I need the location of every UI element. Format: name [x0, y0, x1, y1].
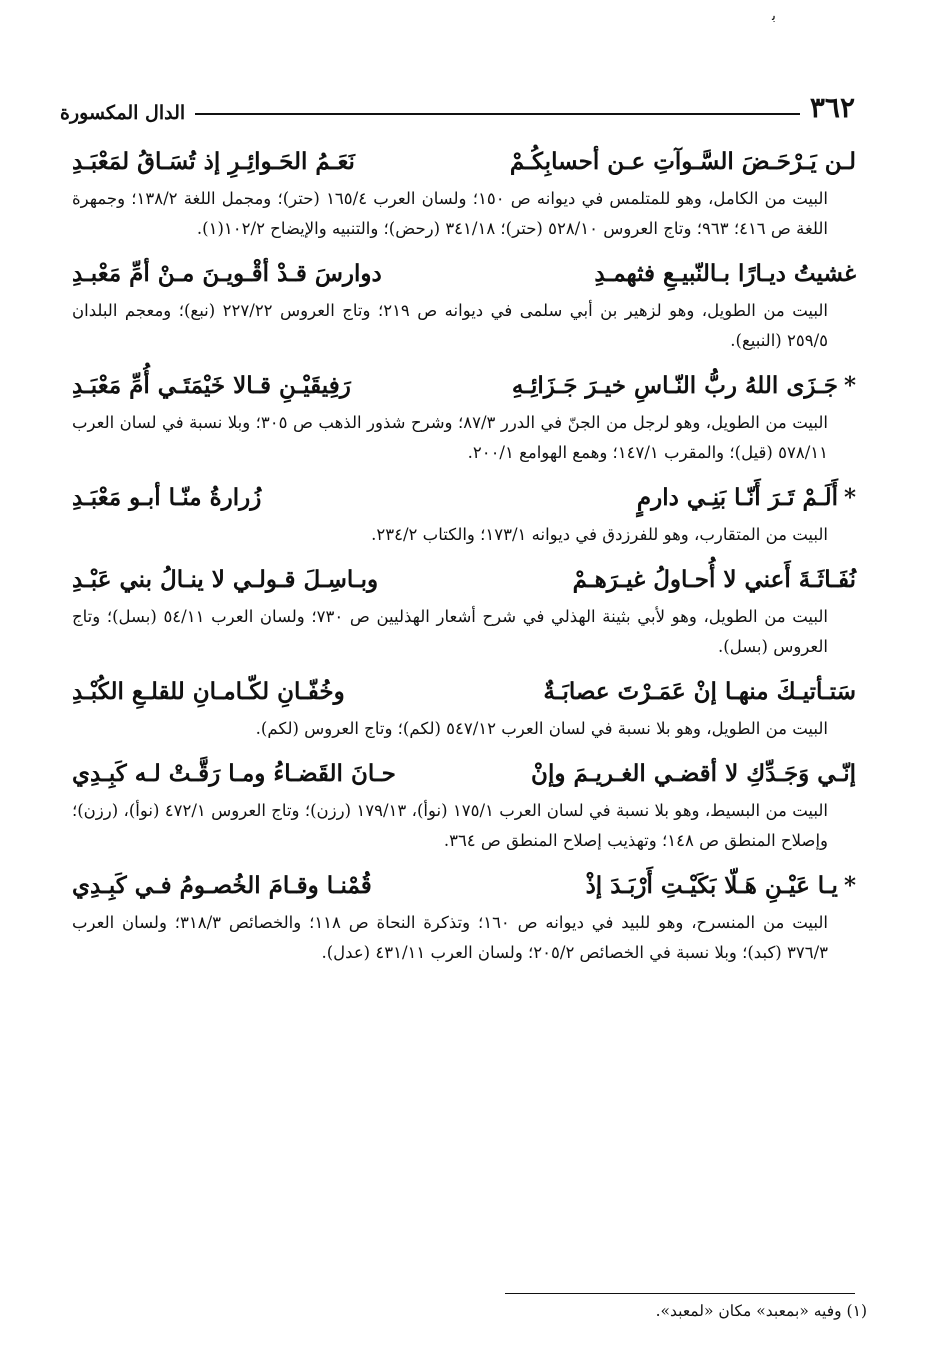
verse-commentary: البيت من الطويل، وهو لرجل من الجنّ في الدرر ٨٧/٣؛ وشرح شذور الذهب ص ٣٠٥؛ وبلا نسبة في لسان العرب ٥٧٨/١١ (قيل)؛ والمقرب ١٤٧/١؛ وهمع الهوامع ٢٠٠/١. [72, 413, 828, 462]
verse-entry-1 [72, 140, 856, 244]
verse-entry-2 [72, 252, 856, 356]
verse-line [72, 864, 856, 908]
verse-line [72, 670, 856, 714]
star-marker: * [843, 872, 856, 899]
verse-line [72, 140, 856, 184]
page-number: ٣٦٢ [809, 91, 855, 124]
first-hemistich: سَتـأتيـكَ منهـا إنْ عَمَـرْتَ عصابَـةٌ [543, 678, 856, 705]
verse-commentary: البيت من البسيط، وهو بلا نسبة في لسان العرب ١٧٥/١ (نوأ)، ١٧٩/١٣ (رزن)؛ وتاج العروس ٤٧٢/١ (نوأ)، (رزن)؛ وإصلاح المنطق ص ١٤٨؛ وتهذيب إصلاح المنطق ص ٣٦٤. [72, 801, 828, 850]
page-header [60, 84, 855, 124]
section-title: الدال المكسورة [60, 102, 186, 124]
verse-entry-5 [72, 558, 856, 662]
footnote: (١) وفيه «بمعبد» مكان «لمعبد». [655, 1302, 867, 1320]
first-hemistich: إنّـي وَجَـدِّكِ لا أقضـي الغـريـمَ وإنْ [531, 760, 856, 787]
first-hemistich: نُفَـاثَـةَ أَعني لا أُحـاولُ غيـرَهـمْ [572, 566, 856, 593]
second-hemistich: وخُفّـانِ لكّـامـانِ للقلـعِ الكُبْـدِ [72, 678, 345, 705]
verse-commentary: البيت من المتقارب، وهو للفرزدق في ديوانه ١٧٣/١؛ والكتاب ٢٣٤/٢. [371, 525, 828, 544]
first-hemistich: لـن يَـرْحَـضَ السَّـوآتِ عـن أحسابِكُـمْ [509, 148, 856, 175]
verse-entry-6 [72, 670, 856, 744]
footnote-rule [505, 1293, 855, 1294]
verse-entry-7 [72, 752, 856, 856]
first-hemistich: جَـزَى اللهُ ربُّ النّـاسِ خيـرَ جَـزَائِـهِ [511, 372, 838, 399]
star-marker: * [843, 484, 856, 511]
first-hemistich: غشيتُ ديـارًا بـالنّبيـعِ فثهمـدِ [594, 260, 856, 287]
star-marker: * [843, 372, 856, 399]
first-hemistich: يـا عَيْـنِ هَـلّا بَكَيْـتِ أَرْبَـدَ إذْ [585, 872, 838, 899]
verse-line [72, 252, 856, 296]
second-hemistich: قُمْنـا وقـامَ الخُصـومُ فـي كَبِـدِي [72, 872, 372, 899]
entries-list [72, 140, 856, 976]
verse-line [72, 476, 856, 520]
verse-line [72, 752, 856, 796]
second-hemistich: حـانَ القَضـاءُ ومـا رَقَّـتْ لـه كَبِـدِي [72, 760, 396, 787]
verse-commentary: البيت من الطويل، وهو بلا نسبة في لسان العرب ٥٤٧/١٢ (لكم)؛ وتاج العروس (لكم). [255, 719, 828, 738]
top-mark: ﺑ [772, 8, 776, 24]
verse-commentary: البيت من الطويل، وهو لزهير بن أبي سلمى في ديوانه ص ٢١٩؛ وتاج العروس ٢٢٧/٢٢ (نبع)؛ ومعجم البلدان ٢٥٩/٥ (النبيع). [72, 301, 828, 350]
second-hemistich: نَعَـمُ الحَـوائِـرِ إذ تُسَـاقُ لمَعْبَـدِ [72, 148, 355, 175]
second-hemistich: زُرارةُ منّـا أبـو مَعْبَـدِ [72, 484, 262, 511]
verse-commentary: البيت من الكامل، وهو للمتلمس في ديوانه ص ١٥٠؛ ولسان العرب ١٦٥/٤ (حتر)؛ ومجمل اللغة ١٣٨/٢؛ وجمهرة اللغة ص ٤١٦؛ ٩٦٣؛ وتاج العروس ٥٢٨/١٠ (حتر)؛ ٣٤١/١٨ (رحض)؛ والتنبيه والإيضاح ١٠٢/٢(١). [72, 189, 828, 238]
verse-line [72, 364, 856, 408]
first-hemistich: أَلَـمْ تَـرَ أَنّـا بَنِـي دارمٍ [636, 484, 838, 511]
verse-commentary: البيت من الطويل، وهو لأبي بثينة الهذلي في شرح أشعار الهذليين ص ٧٣٠؛ ولسان العرب ٥٤/١١ (بسل)؛ وتاج العروس (بسل). [72, 607, 828, 656]
second-hemistich: دوارسَ قـدْ أقْـويـنَ مـنْ أمِّ مَعْبـدِ [72, 260, 382, 287]
verse-entry-8 [72, 864, 856, 968]
verse-line [72, 558, 856, 602]
verse-entry-3 [72, 364, 856, 468]
second-hemistich: رَفِيقَيْـنِ قـالا خَيْمَتَـي أُمِّ مَعْبَـدِ [72, 372, 351, 399]
verse-entry-4 [72, 476, 856, 550]
verse-commentary: البيت من المنسرح، وهو للبيد في ديوانه ص ١٦٠؛ وتذكرة النحاة ص ١١٨؛ والخصائص ٣١٨/٣؛ ولسان العرب ٣٧٦/٣ (كبد)؛ وبلا نسبة في الخصائص ٢٠٥/٢؛ ولسان العرب ٤٣١/١١ (عدل). [72, 913, 828, 962]
second-hemistich: وبـاسِـلَ قـولـي لا ينـالُ بني عَبْـدِ [72, 566, 379, 593]
header-rule [195, 113, 800, 115]
